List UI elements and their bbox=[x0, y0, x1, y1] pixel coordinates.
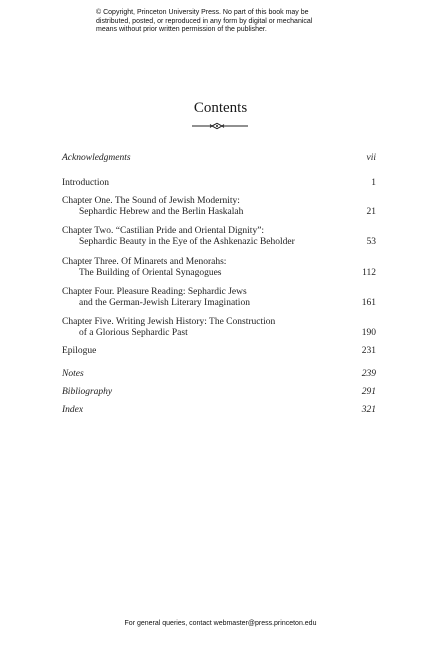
toc-page-number: 112 bbox=[362, 268, 376, 278]
toc-entry bbox=[62, 287, 376, 309]
toc-entry bbox=[62, 369, 376, 380]
toc-page-number: 21 bbox=[366, 207, 376, 217]
toc-entry bbox=[62, 257, 376, 279]
toc-entry-title: Index bbox=[62, 405, 84, 415]
copyright-notice bbox=[96, 9, 348, 35]
ornament-divider-icon bbox=[190, 121, 250, 131]
footer-contact: For general queries, contact webmaster@press.princeton.edu bbox=[124, 620, 317, 627]
copyright-line: © Copyright, Princeton University Press. No part of this book may be bbox=[96, 9, 309, 16]
toc-entry bbox=[62, 153, 376, 164]
toc-entry bbox=[62, 346, 376, 357]
toc-entry-title: Notes bbox=[62, 369, 84, 379]
toc-entry bbox=[62, 178, 376, 189]
toc-entry-title: Chapter Three. Of Minarets and Menorahs: bbox=[62, 257, 227, 267]
toc-page-number: 1 bbox=[371, 178, 376, 188]
toc-page-number: 161 bbox=[361, 298, 376, 308]
copyright-line: means without prior written permission of the publisher. bbox=[96, 26, 267, 34]
toc-entry-subtitle: of a Glorious Sephardic Past bbox=[79, 328, 188, 338]
toc-entry bbox=[62, 387, 376, 398]
toc-page-number: 321 bbox=[361, 405, 376, 415]
toc-page-number: 231 bbox=[361, 346, 376, 356]
toc-entry-title: Acknowledgments bbox=[62, 153, 131, 163]
toc-entry-title: Chapter One. The Sound of Jewish Modernity: bbox=[62, 196, 240, 206]
toc-entry bbox=[62, 196, 376, 218]
toc-entry-subtitle: Sephardic Hebrew and the Berlin Haskalah bbox=[79, 207, 244, 217]
toc-entry-subtitle: Sephardic Beauty in the Eye of the Ashkenazic Beholder bbox=[79, 237, 295, 247]
page-title: Contents bbox=[193, 100, 248, 116]
toc-page-number: 53 bbox=[366, 237, 376, 247]
toc-entry bbox=[62, 317, 376, 339]
toc-entry-title: Chapter Two. “Castilian Pride and Oriental Dignity”: bbox=[62, 226, 265, 236]
toc-page-number: 190 bbox=[361, 328, 376, 338]
toc-page-number: 239 bbox=[361, 369, 376, 379]
toc-page-number: vii bbox=[366, 153, 376, 163]
toc-entry bbox=[62, 405, 376, 416]
toc-entry-title: Epilogue bbox=[62, 346, 97, 356]
toc-entry-title: Introduction bbox=[62, 178, 109, 188]
toc-page-number: 291 bbox=[361, 387, 376, 397]
toc-entry-subtitle: and the German-Jewish Literary Imagination bbox=[79, 298, 250, 308]
toc-entry-title: Bibliography bbox=[62, 387, 113, 397]
toc-entry-title: Chapter Four. Pleasure Reading: Sephardic Jews bbox=[62, 287, 247, 297]
toc-entry-title: Chapter Five. Writing Jewish History: The Construction bbox=[62, 317, 276, 327]
toc-entry-subtitle: The Building of Oriental Synagogues bbox=[79, 268, 222, 278]
copyright-line: distributed, posted, or reproduced in any form by digital or mechanical bbox=[96, 17, 313, 25]
toc-entry bbox=[62, 226, 376, 248]
